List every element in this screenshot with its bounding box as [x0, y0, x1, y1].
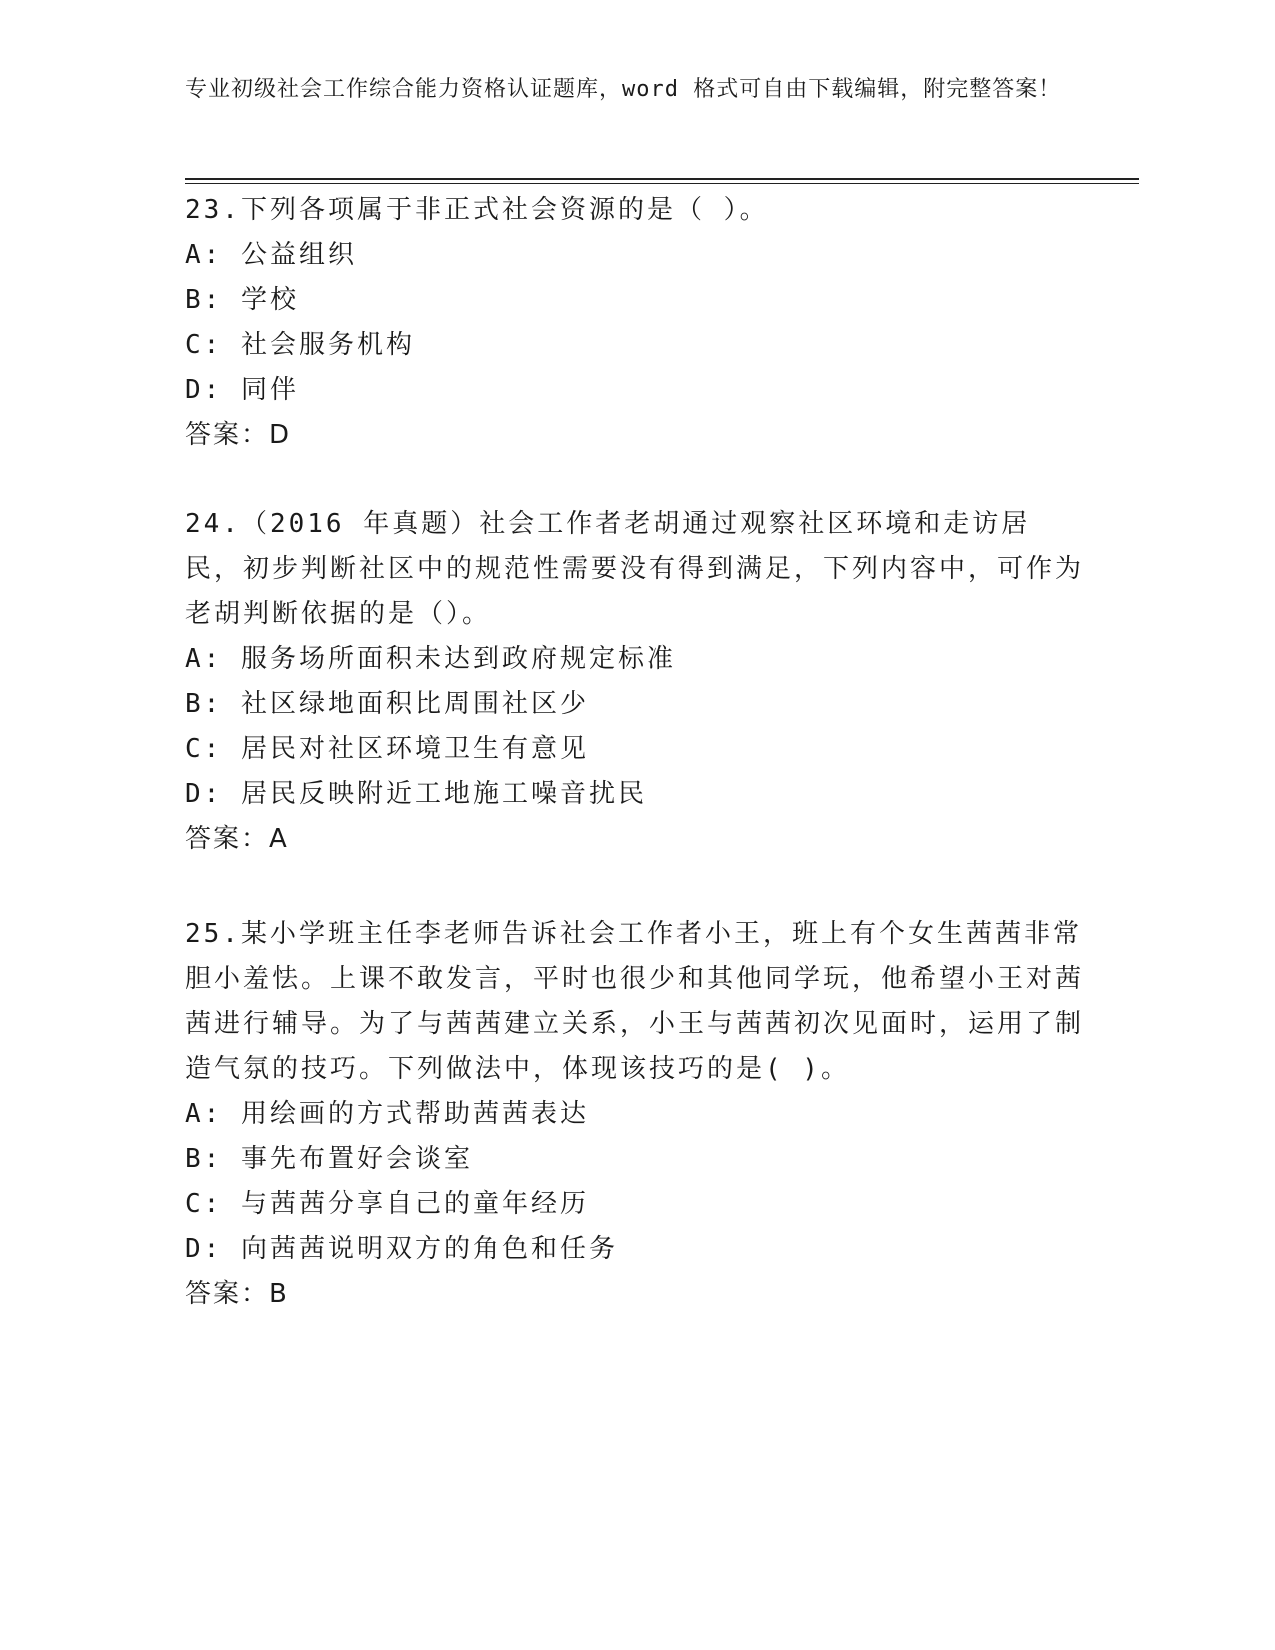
answer-line: 答案：A	[185, 824, 289, 854]
option-a: A: 公益组织	[185, 240, 357, 270]
option-d: D: 同伴	[185, 375, 299, 405]
option-b: B: 事先布置好会谈室	[185, 1144, 473, 1174]
header-divider-thin	[185, 183, 1139, 184]
option-b: B: 社区绿地面积比周围社区少	[185, 689, 589, 719]
question-25	[185, 912, 1085, 1317]
option-b: B: 学校	[185, 285, 299, 315]
question-stem: 25.某小学班主任李老师告诉社会工作者小王，班上有个女生茜茜非常胆小羞怯。上课不敢发言，平时也很少和其他同学玩，他希望小王对茜茜进行辅导。为了与茜茜建立关系，小王与茜茜初次见面时，运用了制造气氛的技巧。下列做法中，体现该技巧的是( )。	[185, 919, 1085, 1084]
option-a: A: 用绘画的方式帮助茜茜表达	[185, 1099, 589, 1129]
option-a: A: 服务场所面积未达到政府规定标准	[185, 644, 676, 674]
document-header: 专业初级社会工作综合能力资格认证题库，word 格式可自由下载编辑，附完整答案！	[185, 77, 1062, 102]
answer-line: 答案：B	[185, 1279, 289, 1309]
answer-line: 答案：D	[185, 420, 292, 450]
option-c: C: 居民对社区环境卫生有意见	[185, 734, 589, 764]
header-divider-thick	[185, 178, 1139, 180]
question-stem: 23.下列各项属于非正式社会资源的是（ ）。	[185, 195, 769, 225]
question-24	[185, 502, 1085, 862]
option-d: D: 居民反映附近工地施工噪音扰民	[185, 779, 647, 809]
option-d: D: 向茜茜说明双方的角色和任务	[185, 1234, 618, 1264]
question-stem: 24.（2016 年真题）社会工作者老胡通过观察社区环境和走访居民，初步判断社区中的规范性需要没有得到满足，下列内容中，可作为老胡判断依据的是（）。	[185, 509, 1085, 629]
question-23	[185, 188, 1085, 458]
option-c: C: 社会服务机构	[185, 330, 415, 360]
option-c: C: 与茜茜分享自己的童年经历	[185, 1189, 589, 1219]
